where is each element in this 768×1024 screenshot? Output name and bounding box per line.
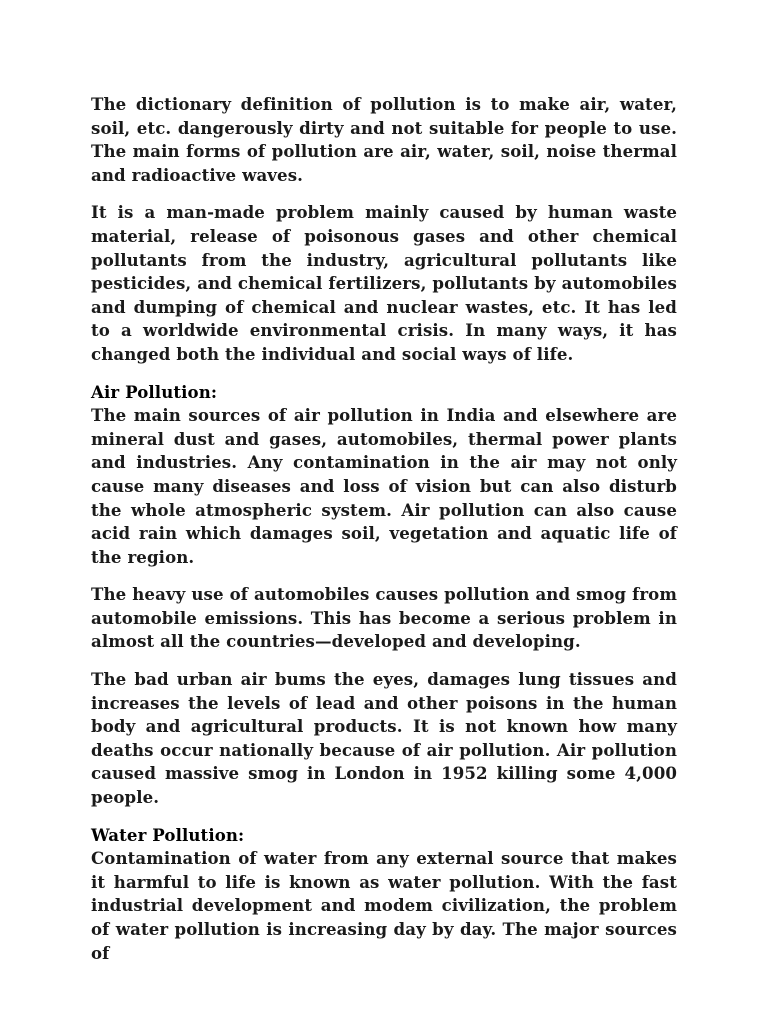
air-paragraph-1: The main sources of air pollution in India and elsewhere are mineral dust and gases, automobiles, thermal power plants and industries. Any contamination in the air may not only cause many diseases and loss of vision but can also disturb the whole atmospheric system. Air pollution can also cause acid rain which damages soil, vegetation and aquatic life of the region.	[91, 405, 677, 567]
air-pollution-heading: Air Pollution:	[91, 381, 218, 402]
water-paragraph-1: Contamination of water from any external source that makes it harmful to life is known as water pollution. With the fast industrial development and modem civilization, the problem of water pollution is increasing day by day. The major sources of	[91, 848, 677, 963]
air-paragraph-2: The heavy use of automobiles causes pollution and smog from automobile emissions. This has become a serious problem in almost all the countries—developed and developing.	[91, 584, 677, 652]
intro-paragraph-1: The dictionary definition of pollution is to make air, water, soil, etc. dangerously dirty and not suitable for people to use. The main forms of pollution are air, water, soil, noise thermal and radioactive waves.	[91, 94, 677, 185]
document-body	[91, 93, 677, 965]
air-paragraph-3: The bad urban air bums the eyes, damages lung tissues and increases the levels of lead and other poisons in the human body and agricultural products. It is not known how many deaths occur nationally because of air pollution. Air pollution caused massive smog in London in 1952 killing some 4,000 people.	[91, 669, 677, 808]
intro-paragraph-2: It is a man-made problem mainly caused by human waste material, release of poisonous gases and other chemical pollutants from the industry, agricultural pollutants like pesticides, and chemical fertilizers, pollutants by automobiles and dumping of chemical and nuclear wastes, etc. It has led to a worldwide environmental crisis. In many ways, it has changed both the individual and social ways of life.	[91, 202, 677, 364]
water-pollution-heading: Water Pollution:	[91, 824, 245, 845]
